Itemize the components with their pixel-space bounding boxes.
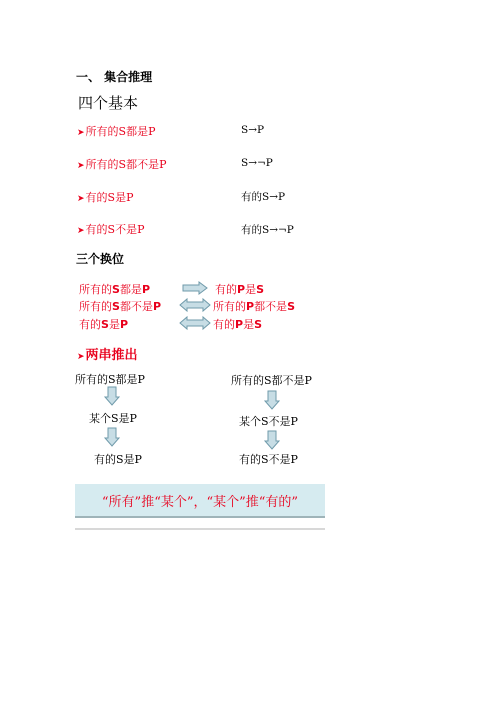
section-subtitle: 四个基本 <box>78 94 139 112</box>
double-arrow-icon <box>179 317 211 329</box>
conversion-left-2: 所有的S都不是P <box>79 300 161 313</box>
conversion-left-3: 有的S是P <box>79 318 128 331</box>
chain-left-2: 某个S是P <box>89 412 137 425</box>
conversions-title: 三个换位 <box>76 252 125 266</box>
chain-right-2: 某个S不是P <box>239 415 298 428</box>
divider <box>75 528 325 530</box>
chains-title: ➤两串推出 <box>77 348 138 363</box>
chain-right-3: 有的S不是P <box>239 453 298 466</box>
chain-left-1: 所有的S都是P <box>75 373 145 386</box>
down-arrow-icon <box>104 386 120 406</box>
arrow-bullet-icon: ➤ <box>77 128 85 138</box>
down-arrow-icon <box>264 390 280 410</box>
basic-rule-2: ➤所有的S都不是P <box>77 158 167 171</box>
chain-left-3: 有的S是P <box>94 453 142 466</box>
down-arrow-icon <box>104 427 120 447</box>
basic-formula-1: S→P <box>241 124 265 136</box>
chain-right-1: 所有的S都不是P <box>231 374 312 387</box>
summary-banner-text: “所有”推“某个”，“某个”推“有的” <box>101 495 299 510</box>
conversion-left-1: 所有的S都是P <box>79 283 150 296</box>
basic-rule-1: ➤所有的S都是P <box>77 125 156 138</box>
basic-formula-3: 有的S→P <box>241 191 286 203</box>
basic-rule-3: ➤有的S是P <box>77 191 134 204</box>
arrow-bullet-icon: ➤ <box>77 161 85 171</box>
right-arrow-icon <box>182 282 208 294</box>
arrow-bullet-icon: ➤ <box>77 352 85 362</box>
double-arrow-icon <box>179 299 211 311</box>
arrow-bullet-icon: ➤ <box>77 226 85 236</box>
conversion-right-2: 所有的P都不是S <box>213 300 295 313</box>
basic-formula-2: S→¬P <box>241 157 273 169</box>
summary-banner <box>75 484 325 518</box>
section-title: 一、 集合推理 <box>76 70 153 84</box>
conversion-right-3: 有的P是S <box>213 318 262 331</box>
basic-formula-4: 有的S→¬P <box>241 224 294 236</box>
conversion-right-1: 有的P是S <box>215 283 264 296</box>
basic-rule-4: ➤有的S不是P <box>77 223 145 236</box>
arrow-bullet-icon: ➤ <box>77 194 85 204</box>
down-arrow-icon <box>264 430 280 450</box>
